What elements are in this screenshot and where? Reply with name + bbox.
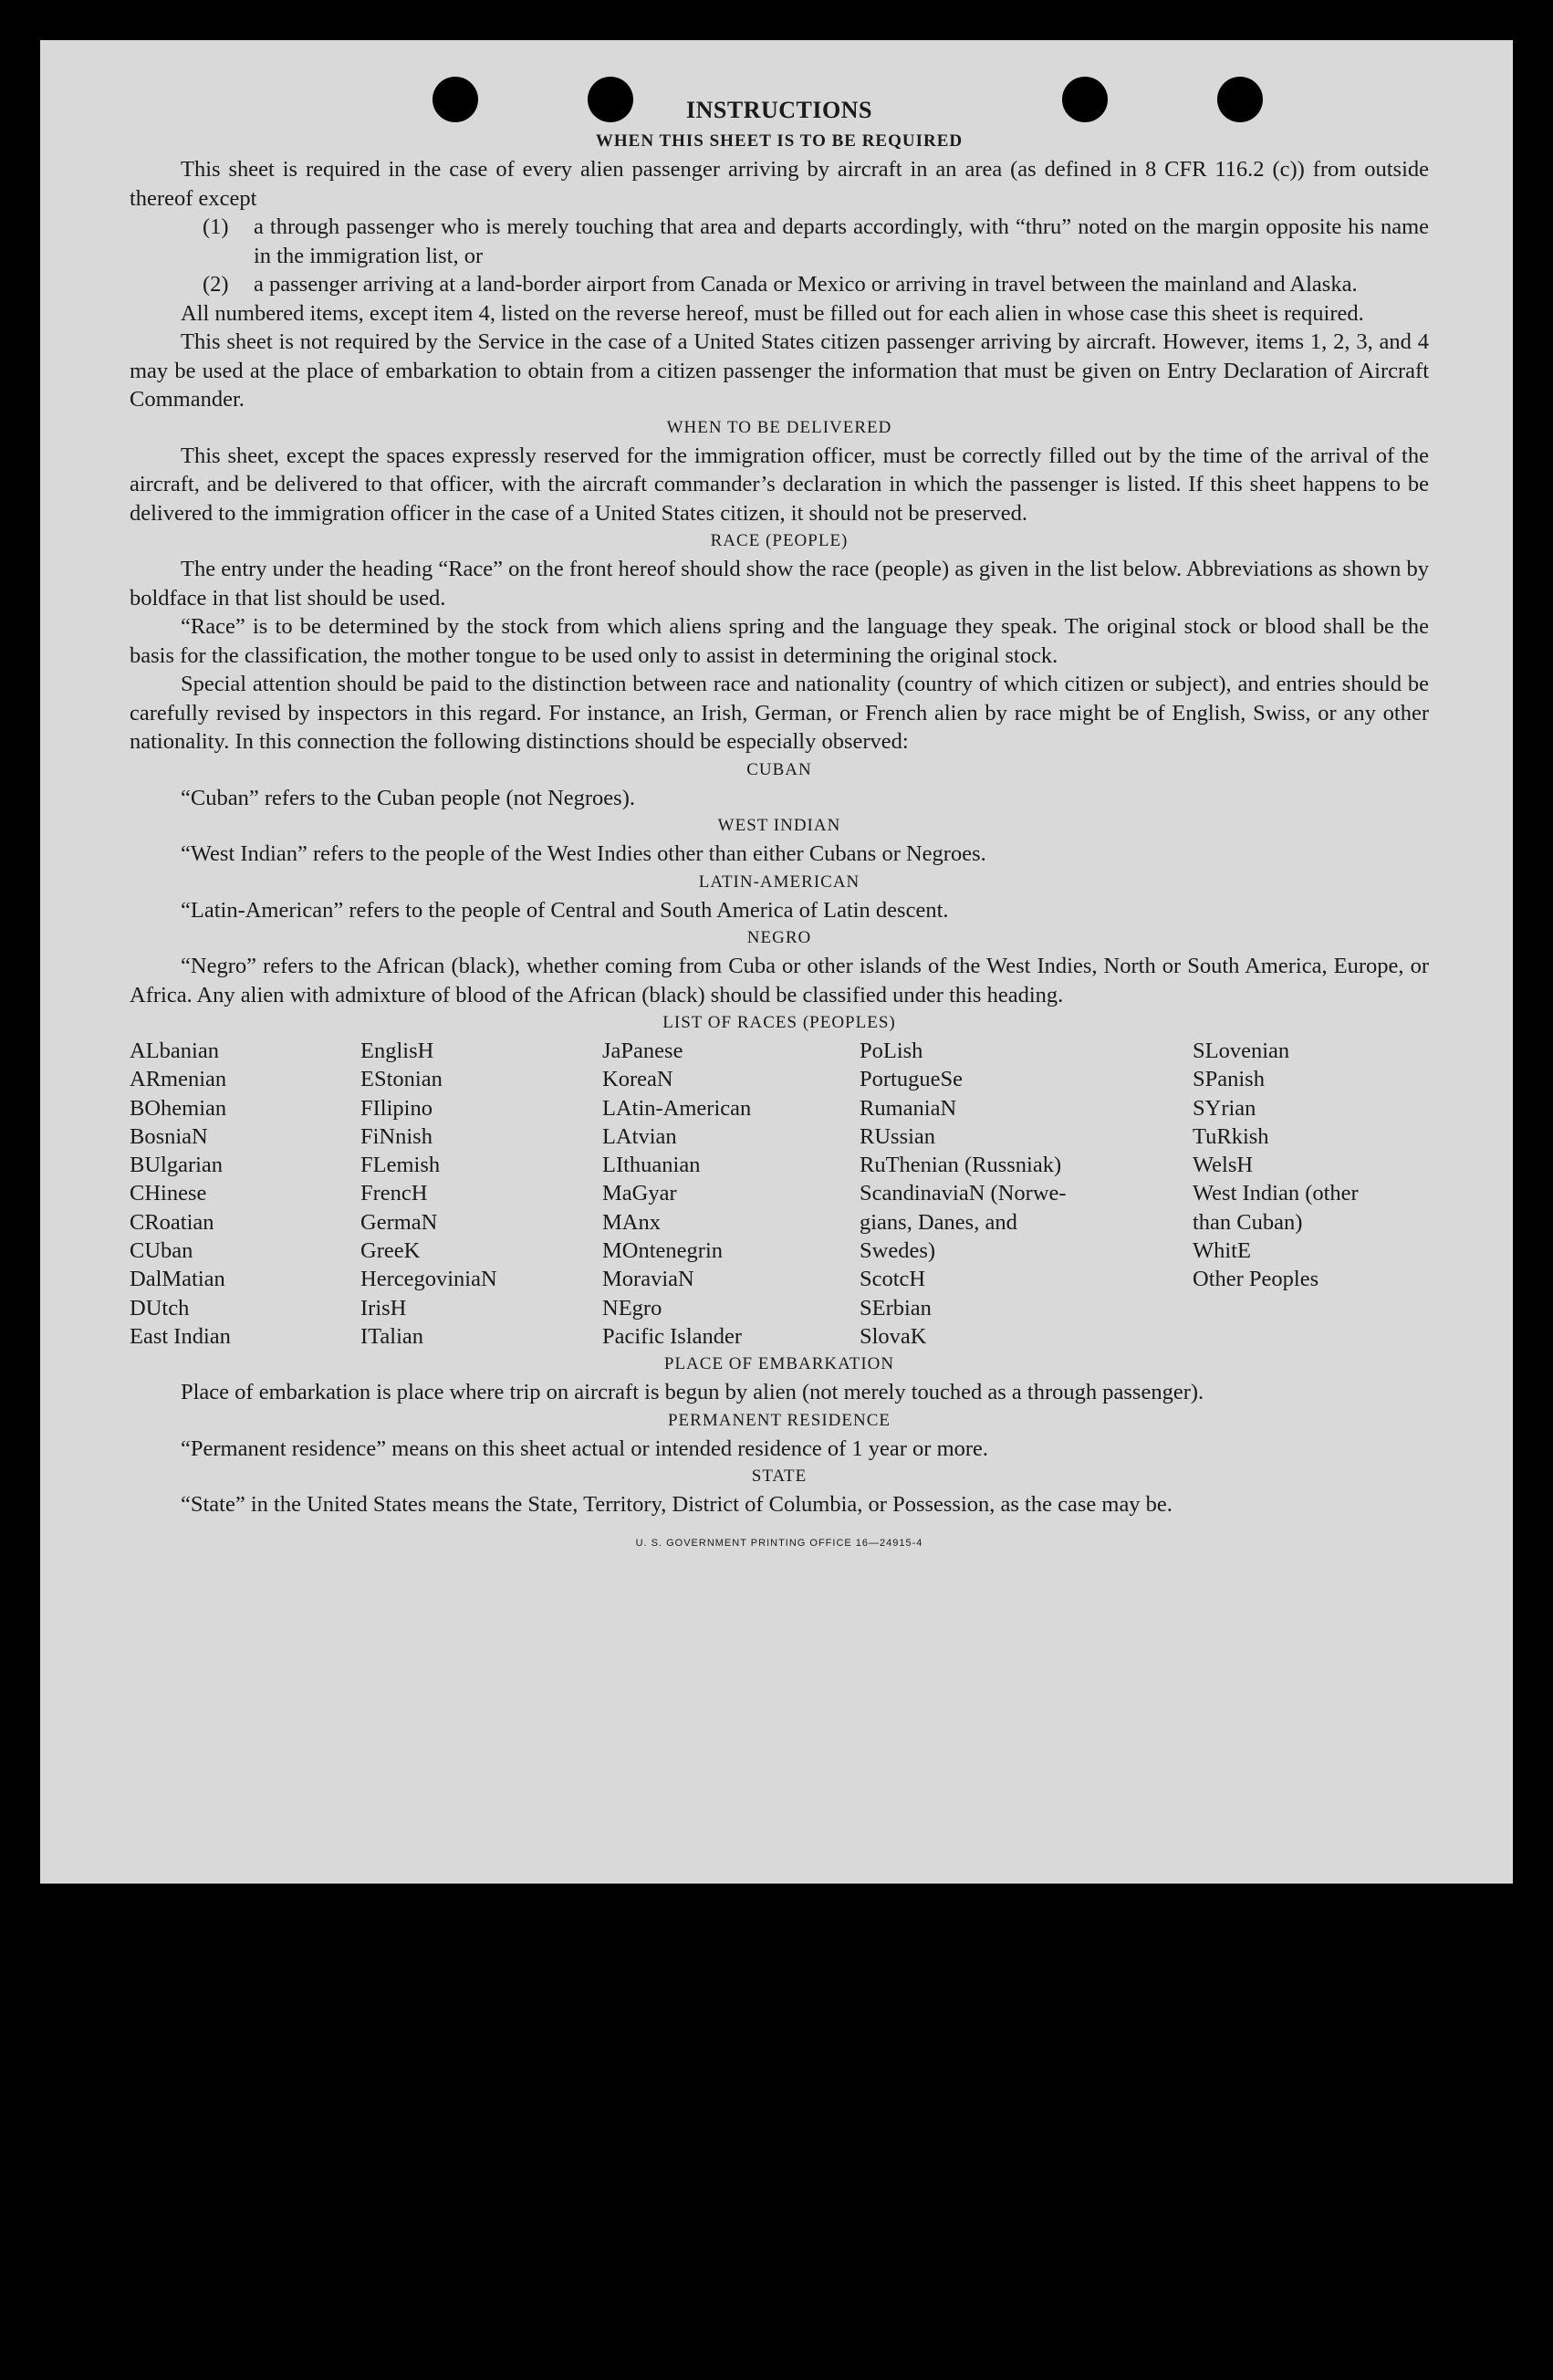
required-paragraph-3: This sheet is not required by the Service in the case of a United States citizen passenger arriving by aircraft. However, items 1, 2, 3, and 4 may be used at the place of embarkation to obtain from a citizen passenger the information that must be given on Entry Declaration of Aircraft Commander. (130, 329, 1429, 412)
printing-office-footer: U. S. GOVERNMENT PRINTING OFFICE 16—24915-4 (635, 1537, 923, 1549)
races-column (1193, 1037, 1439, 1351)
exception-item (203, 270, 1429, 299)
item-number: (2) (203, 272, 229, 297)
races-column-text: JaPanese KoreaN LAtin-American LAtvian LIthuanian MaGyar MAnx MOntenegrin MoraviaN NEgro Pacific Islander (602, 1039, 752, 1349)
races-column (130, 1037, 360, 1351)
races-column (860, 1037, 1193, 1351)
item-text: a through passenger who is merely touching that area and departs accordingly, with “thru” noted on the margin opposite his name in the immigration list, or (254, 214, 1429, 268)
section-heading-negro: NEGRO (746, 928, 812, 947)
latin-american-text: “Latin-American” refers to the people of Central and South America of Latin descent. (181, 897, 949, 923)
races-column-text: ALbanian ARmenian BOhemian BosniaN BUlgarian CHinese CRoatian CUban DalMatian DUtch East Indian (130, 1039, 231, 1349)
section-heading-embarkation: PLACE OF EMBARKATION (663, 1354, 895, 1374)
section-heading-delivered: WHEN TO BE DELIVERED (666, 417, 892, 437)
cuban-text: “Cuban” refers to the Cuban people (not Negroes). (181, 785, 635, 810)
section-heading-latin-american: LATIN-AMERICAN (698, 872, 860, 892)
section-heading-state: STATE (751, 1467, 808, 1487)
punch-hole (433, 77, 478, 122)
document-sheet (40, 40, 1513, 1884)
section-heading-west-indian: WEST INDIAN (717, 816, 841, 835)
residence-text: “Permanent residence” means on this sheet actual or intended residence of 1 year or more. (181, 1435, 989, 1461)
west-indian-text: “West Indian” refers to the people of the West Indies other than either Cubans or Negroes. (181, 841, 986, 866)
delivered-paragraph: This sheet, except the spaces expressly reserved for the immigration officer, must be correctly filled out by the time of the arrival of the aircraft, and be delivered to that officer, with the aircraft commander’s declaration in which the passenger is listed. If this sheet happens to be delivered to the immigration officer in the case of a United States citizen, it should not be preserved. (130, 443, 1429, 526)
races-column (602, 1037, 860, 1351)
races-column-text: SLovenian SPanish SYrian TuRkish WelsH West Indian (other than Cuban) WhitE Other Peoples (1193, 1039, 1359, 1292)
required-paragraph-2: All numbered items, except item 4, listed on the reverse hereof, must be filled out for each alien in whose case this sheet is required. (181, 300, 1364, 326)
race-paragraph-3: Special attention should be paid to the distinction between race and nationality (country of which citizen or subject), and entries should be carefully revised by inspectors in this regard. For instance, an Irish, German, or French alien by race might be of English, Swiss, or any other nationality. In this connection the following distinctions should be especially observed: (130, 672, 1429, 754)
section-heading-races-list: LIST OF RACES (PEOPLES) (662, 1013, 896, 1032)
state-text: “State” in the United States means the State, Territory, District of Columbia, or Possession, as the case may be. (181, 1492, 1173, 1518)
punch-hole (1217, 77, 1263, 122)
punch-hole (1062, 77, 1108, 122)
embarkation-text: Place of embarkation is place where trip on aircraft is begun by alien (not merely touched as a through passenger). (181, 1380, 1204, 1405)
races-column-text: EnglisH EStonian FIlipino FiNnish FLemish FrencH GermaN GreeK HercegoviniaN IrisH ITalian (360, 1039, 497, 1349)
negro-text: “Negro” refers to the African (black), whether coming from Cuba or other islands of the West Indies, North or South America, Europe, or Africa. Any alien with admixture of blood of the African (black) should be classified under this heading. (130, 954, 1429, 1007)
races-column (360, 1037, 602, 1351)
races-column-text: PoLish PortugueSe RumaniaN RUssian RuThenian (Russniak) ScandinaviaN (Norwe- gians, Danes, and Swedes) ScotcH SErbian SlovaK (860, 1039, 1067, 1349)
section-heading-residence: PERMANENT RESIDENCE (667, 1410, 891, 1430)
race-paragraph-1: The entry under the heading “Race” on the front hereof should show the race (people) as given in the list below. Abbreviations as shown by boldface in that list should be used. (130, 557, 1429, 611)
section-heading-cuban: CUBAN (746, 759, 812, 779)
punch-hole (588, 77, 633, 122)
race-paragraph-2: “Race” is to be determined by the stock from which aliens spring and the language they speak. The original stock or blood shall be the basis for the classification, the mother tongue to be used only to assist in determining the original stock. (130, 614, 1429, 668)
races-list (130, 1037, 1429, 1351)
page-title: INSTRUCTIONS (686, 97, 872, 123)
item-text: a passenger arriving at a land-border airport from Canada or Mexico or arriving in travel between the mainland and Alaska. (254, 272, 1358, 297)
required-intro: This sheet is required in the case of every alien passenger arriving by aircraft in an area (as defined in 8 CFR 116.2 (c)) from outside thereof except (130, 157, 1429, 211)
section-heading-required: WHEN THIS SHEET IS TO BE REQUIRED (595, 131, 964, 151)
item-number: (1) (203, 214, 229, 239)
section-heading-race: RACE (PEOPLE) (710, 531, 849, 550)
exception-item (203, 213, 1429, 270)
